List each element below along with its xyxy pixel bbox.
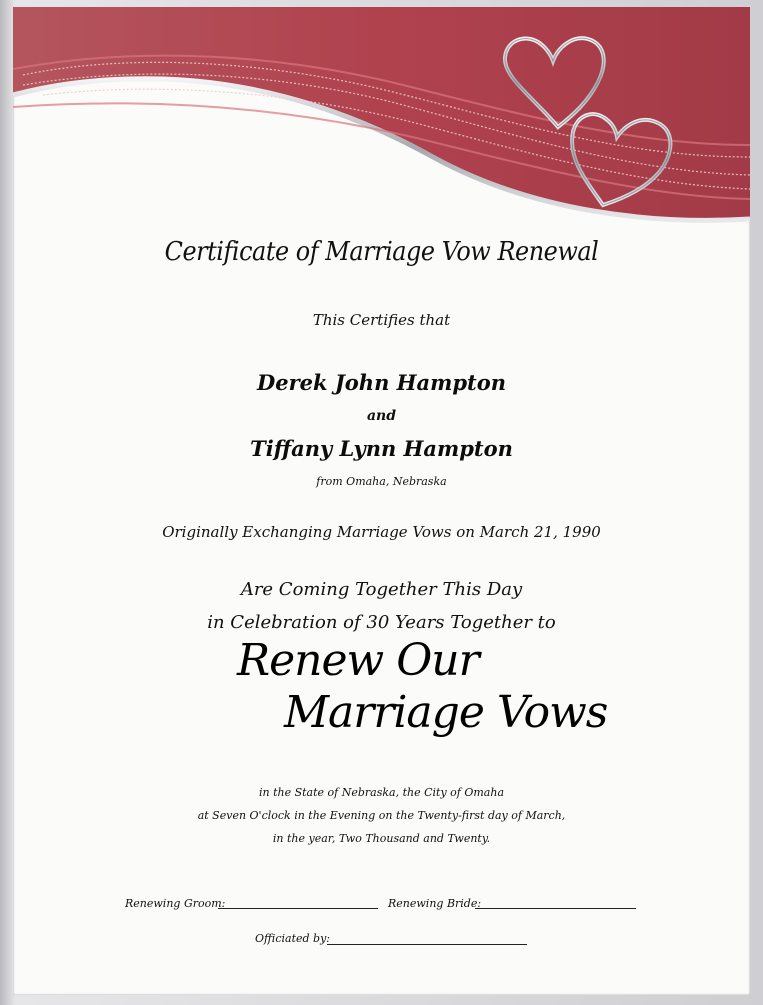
ceremony-year: in the year, Two Thousand and Twenty. (272, 832, 491, 845)
renew-heading-line1: Renew Our (237, 635, 479, 686)
renew-heading-line2: Marriage Vows (284, 687, 608, 738)
bride-signature-label: Renewing Bride: (388, 897, 482, 910)
celebration-text: in Celebration of 30 Years Together to (207, 612, 556, 633)
groom-name: Derek John Hampton (257, 370, 506, 395)
certificate-title: Certificate of Marriage Vow Renewal (164, 237, 599, 267)
hometown-text: from Omaha, Nebraska (316, 475, 447, 488)
groom-signature-label: Renewing Groom: (125, 897, 226, 910)
ceremony-time: at Seven O'clock in the Evening on the Twenty-first day of March, (197, 809, 566, 822)
decorative-banner (13, 7, 750, 237)
original-vows-text: Originally Exchanging Marriage Vows on March 21, 1990 (162, 523, 601, 541)
bride-name: Tiffany Lynn Hampton (250, 436, 513, 461)
groom-signature-line[interactable] (218, 908, 378, 909)
ceremony-location: in the State of Nebraska, the City of Omaha (258, 786, 504, 799)
certificate-paper (13, 7, 750, 995)
certifies-text: This Certifies that (312, 311, 451, 329)
coming-together-text: Are Coming Together This Day (240, 579, 523, 600)
officiant-label: Officiated by: (255, 932, 330, 945)
and-text: and (366, 408, 397, 424)
officiant-signature-line[interactable] (327, 944, 527, 945)
bride-signature-line[interactable] (475, 908, 636, 909)
